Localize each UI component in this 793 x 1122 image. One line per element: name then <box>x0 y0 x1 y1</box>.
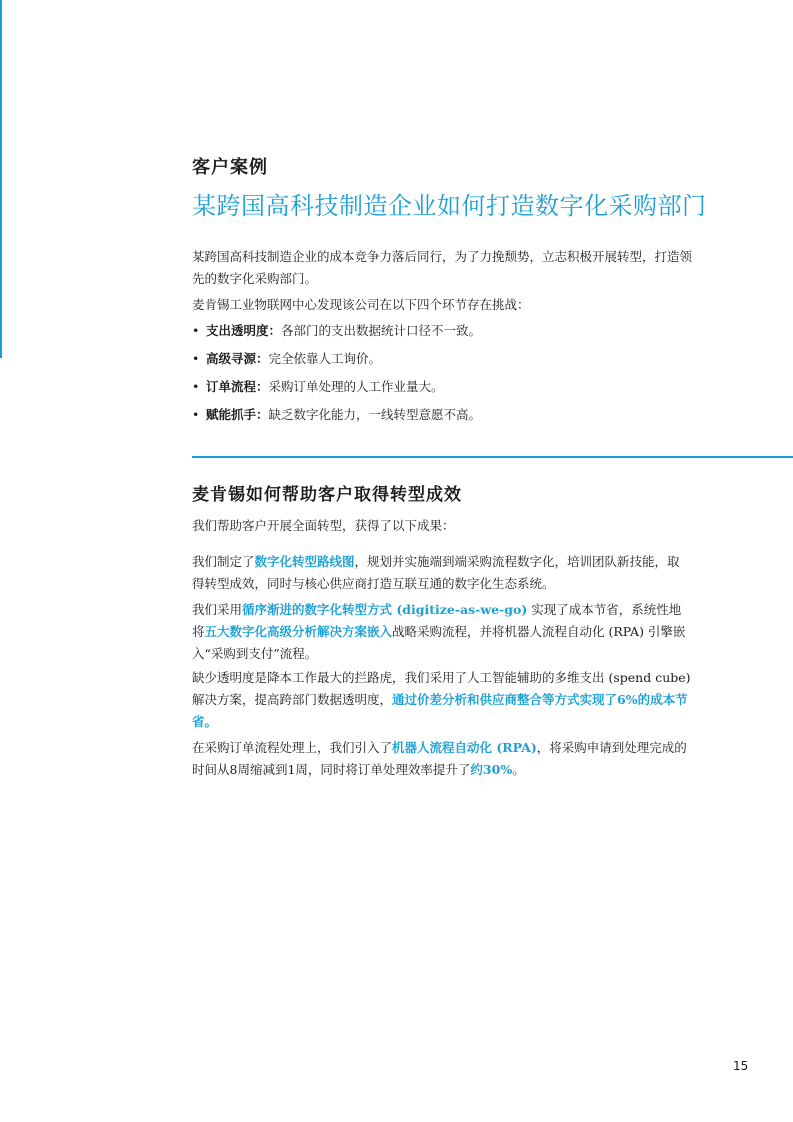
text-run: 缺少透明度是降本工作最大的拦路虎，我们采用了人工智能辅助的多维支出 (spend cube) 解决方案，提高跨部门数据透明度， <box>192 670 691 707</box>
page-title: 某跨国高科技制造企业如何打造数字化采购部门 <box>192 192 707 220</box>
text-run: 。 <box>512 762 525 777</box>
section-divider <box>192 456 793 458</box>
challenge-intro: 麦肯锡工业物联网中心发现该公司在以下四个环节存在挑战： <box>192 297 530 312</box>
challenge-item <box>192 376 481 404</box>
text-run: 我们采用 <box>192 602 243 617</box>
left-accent-line <box>0 0 2 358</box>
text-run: 实现了成本节省，系统性地将 <box>192 602 682 639</box>
challenge-text: 采购订单处理的人工作业量大。 <box>268 379 444 394</box>
text-run: ，规划并实施端到端采购流程数字化，培训团队新技能，取得转型成效，同时与核心供应商打造互联互通的数字化生态系统。 <box>192 554 680 591</box>
intro-paragraph: 某跨国高科技制造企业的成本竞争力落后同行，为了力挽颓势，立志积极开展转型，打造领先的数字化采购部门。 <box>192 249 693 286</box>
challenge-label: 赋能抓手： <box>206 407 269 422</box>
challenge-label: 高级寻源： <box>206 351 269 366</box>
section-intro: 我们帮助客户开展全面转型，获得了以下成果： <box>192 518 455 533</box>
section-title: 麦肯锡如何帮助客户取得转型成效 <box>192 485 462 505</box>
text-run: 战略采购流程，并将机器人流程自动化 (RPA) 引擎嵌入“采购到支付”流程。 <box>192 624 686 661</box>
section-kicker: 客户案例 <box>192 157 268 178</box>
challenge-list <box>192 320 481 432</box>
challenge-item <box>192 320 481 348</box>
challenge-item <box>192 348 481 376</box>
challenge-label: 支出透明度： <box>206 323 282 338</box>
highlight-efficiency: 约30% <box>470 762 513 777</box>
challenge-text: 各部门的支出数据统计口径不一致。 <box>281 323 482 338</box>
highlight-digitize: 循序渐进的数字化转型方式 (digitize-as-we-go) <box>242 602 528 617</box>
text-run: ，将采购申请到处理完成的时间从8周缩减到1周，同时将订单处理效率提升了 <box>192 740 687 777</box>
result-paragraph-2 <box>192 599 692 665</box>
text-run: 我们制定了 <box>192 554 255 569</box>
challenge-label: 订单流程： <box>206 379 269 394</box>
result-paragraph-1 <box>192 551 692 595</box>
challenge-text: 缺乏数字化能力，一线转型意愿不高。 <box>268 407 482 422</box>
result-paragraph-3 <box>192 667 692 733</box>
highlight-savings: 通过价差分析和供应商整合等方式实现了6%的成本节省。 <box>192 692 688 729</box>
text-run: 在采购订单流程处理上，我们引入了 <box>192 740 393 755</box>
highlight-rpa: 机器人流程自动化 (RPA) <box>392 740 537 755</box>
result-paragraph-4 <box>192 737 692 781</box>
highlight-analytics: 五大数字化高级分析解决方案嵌入 <box>204 624 393 639</box>
page-number: 15 <box>733 1059 749 1073</box>
challenge-text: 完全依靠人工询价。 <box>268 351 382 366</box>
challenge-item <box>192 404 481 432</box>
highlight-roadmap: 数字化转型路线图 <box>254 554 355 569</box>
